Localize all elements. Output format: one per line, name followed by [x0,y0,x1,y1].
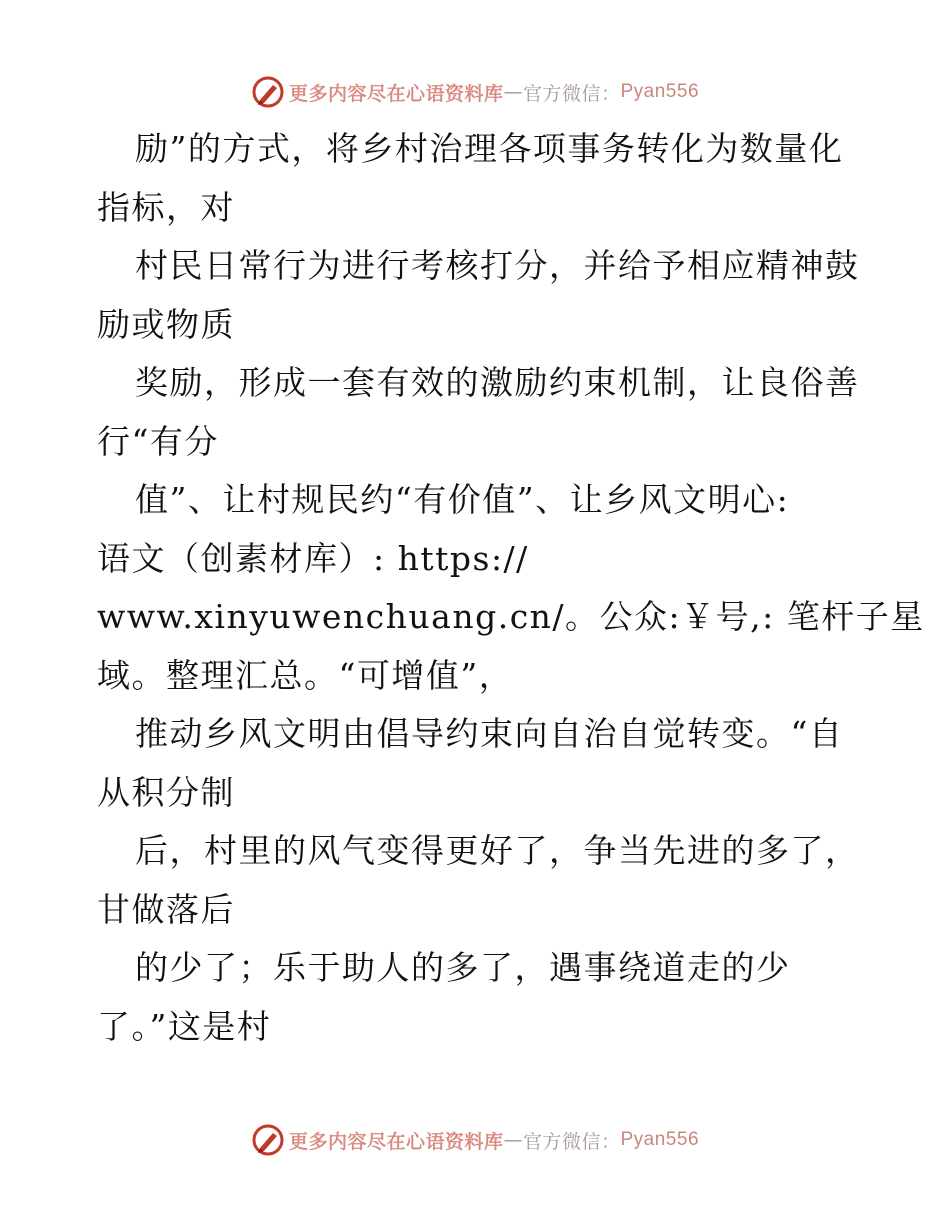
footer-promo-text: 更多内容尽在心语资料库 [288,1130,504,1153]
pen-logo-icon [251,75,285,109]
header-account: Pyan556 [620,81,700,102]
text-line: 了。”这是村 [97,1006,272,1046]
document-body [97,120,925,1056]
footer-wechat-label: 官方微信： [522,1130,621,1153]
header-promo-text: 更多内容尽在心语资料库 [288,82,504,105]
header-banner [0,72,950,112]
text-line: www.xinyuwenchuang.cn/。公众:￥号,: 笔杆子星 [97,597,925,636]
text-line: 后，村里的风气变得更好了，争当先进的多了， [135,831,860,870]
text-line: 行“有分 [97,421,219,461]
footer-banner [0,1120,950,1160]
header-wechat-label: 官方微信： [522,82,621,105]
pen-logo-icon [251,1123,285,1157]
text-line: 推动乡风文明由倡导约束向自治自觉转变。“自 [135,714,844,753]
text-line: 的少了；乐于助人的多了，遇事绕道走的少 [135,948,791,987]
text-line: 指标，对 [97,187,235,227]
text-line: 励”的方式，将乡村治理各项事务转化为数量化 [135,129,844,168]
text-line: 语文（创素材库）: https:// [97,538,529,578]
footer-dash: — [503,1129,523,1151]
text-line: 从积分制 [97,772,235,812]
header-dash: — [503,81,523,103]
footer-account: Pyan556 [620,1129,700,1150]
text-line: 奖励，形成一套有效的激励约束机制，让良俗善 [135,363,860,402]
text-line: 值”、让村规民约“有价值”、让乡风文明心: [135,480,790,519]
text-line: 励或物质 [97,304,235,344]
text-line: 村民日常行为进行考核打分，并给予相应精神鼓 [135,246,860,285]
text-line: 域。整理汇总。“可增值”， [97,655,514,695]
text-line: 甘做落后 [97,889,235,929]
